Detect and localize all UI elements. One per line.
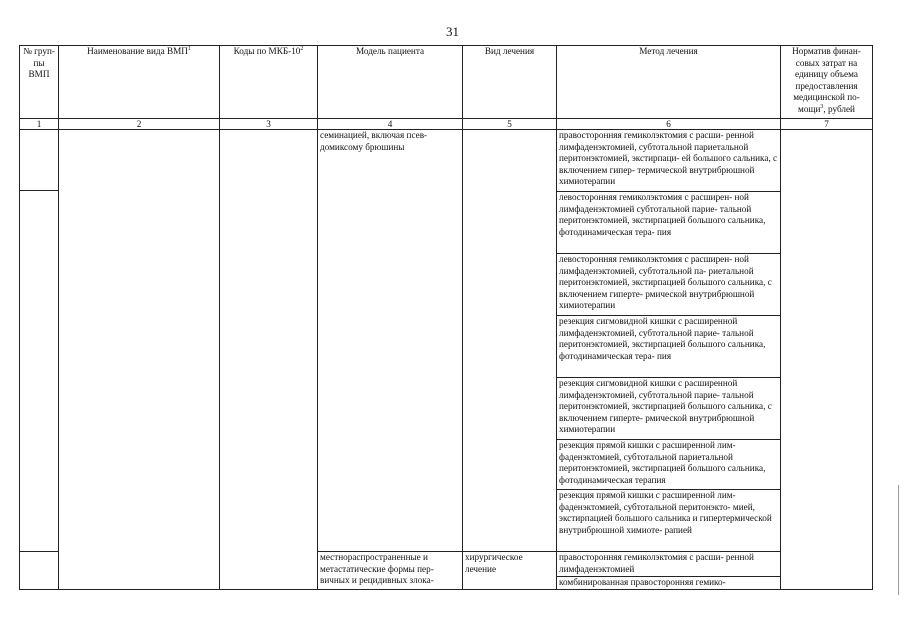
treatment-method: правосторонняя гемиколэктомия с расши- ренной лимфаденэктомией, субтотальной париетальной перитонэктомией, экстирпаци- ей большого сальника, с включением гипер- термической внутрибрюшной химиотерапии xyxy=(557,130,781,192)
column-number: 1 xyxy=(20,119,59,130)
treatment-type-cell xyxy=(463,130,557,552)
header-vmp-name: Наименование вида ВМП$^1$ xyxy=(59,46,220,119)
column-number: 2 xyxy=(59,119,220,130)
header-cost-standard: Норматив финан- совых затрат на единицу объема предоставления медицинской по- мощи$^3$, рублей xyxy=(781,46,873,119)
treatment-method: резекция прямой кишки с расширенной лим- фаденэктомией, субтотальной перитонэкто- мией, экстирпацией большого сальника и гипертермической внутрибрюшной химиоте- рапией xyxy=(557,490,781,552)
column-number: 7 xyxy=(781,119,873,130)
header-patient-model: Модель пациента xyxy=(318,46,463,119)
header-treatment-type: Вид лечения xyxy=(463,46,557,119)
column-number: 6 xyxy=(557,119,781,130)
page-number: 31 xyxy=(446,24,459,39)
treatment-method: левосторонняя гемиколэктомия с расширен- ной лимфаденэктомией, субтотальной па- риетальной перитонэктомией, экстирпацией большого сальника, с включением гиперте- рмической внутрибрюшной химиотерапии xyxy=(557,254,781,316)
treatment-method: левосторонняя гемиколэктомия с расширен- ной лимфаденэктомией субтотальной парие- тальной перитонэктомией, экстирпацией большого сальника, фотодинамическая тера- пия xyxy=(557,192,781,254)
vmp-table xyxy=(19,45,873,590)
header-group-number: № груп- пы ВМП xyxy=(20,46,59,119)
group-number-cell xyxy=(20,130,59,552)
treatment-method: резекция сигмовидной кишки с расширенной лимфаденэктомией, субтотальной парие- тальной перитонэктомией, экстирпацией большого сальника, фотодинамическая тера- пия xyxy=(557,316,781,378)
cost-standard-cell xyxy=(781,130,873,590)
treatment-method: резекция сигмовидной кишки с расширенной лимфаденэктомией, субтотальной парие- тальной перитонэктомией, экстирпацией большого сальника, с включением гиперте- рмической внутрибрюшной химиотерапии xyxy=(557,378,781,440)
vmp-name-cell xyxy=(59,130,220,590)
column-number: 3 xyxy=(220,119,318,130)
patient-model-cell: местнораспространенные и метастатические формы пер- вичных и рецидивных злока- xyxy=(318,552,463,590)
header-row xyxy=(20,46,873,119)
header-icd-codes: Коды по МКБ-$10^2$ xyxy=(220,46,318,119)
icd-codes-cell xyxy=(220,130,318,590)
table-row xyxy=(20,130,873,192)
patient-model-cell: семинацией, включая псев- домиксому брюшины xyxy=(318,130,463,552)
column-numbers-row xyxy=(20,119,873,130)
treatment-type-cell: хирургическое лечение xyxy=(463,552,557,590)
page-edge-line xyxy=(898,485,899,595)
treatment-method: комбинированная правосторонняя гемико- xyxy=(557,577,781,590)
treatment-method: резекция прямой кишки с расширенной лим- фаденэктомией, субтотальной париетальной перитонэктомией, экстирпацией большого сальника, фотодинамическая терапия xyxy=(557,440,781,490)
header-treatment-method: Метод лечения xyxy=(557,46,781,119)
column-number: 4 xyxy=(318,119,463,130)
column-number: 5 xyxy=(463,119,557,130)
treatment-method: правосторонняя гемиколэктомия с расши- ренной лимфаденэктомией xyxy=(557,552,781,577)
group-number-cell xyxy=(20,552,59,590)
